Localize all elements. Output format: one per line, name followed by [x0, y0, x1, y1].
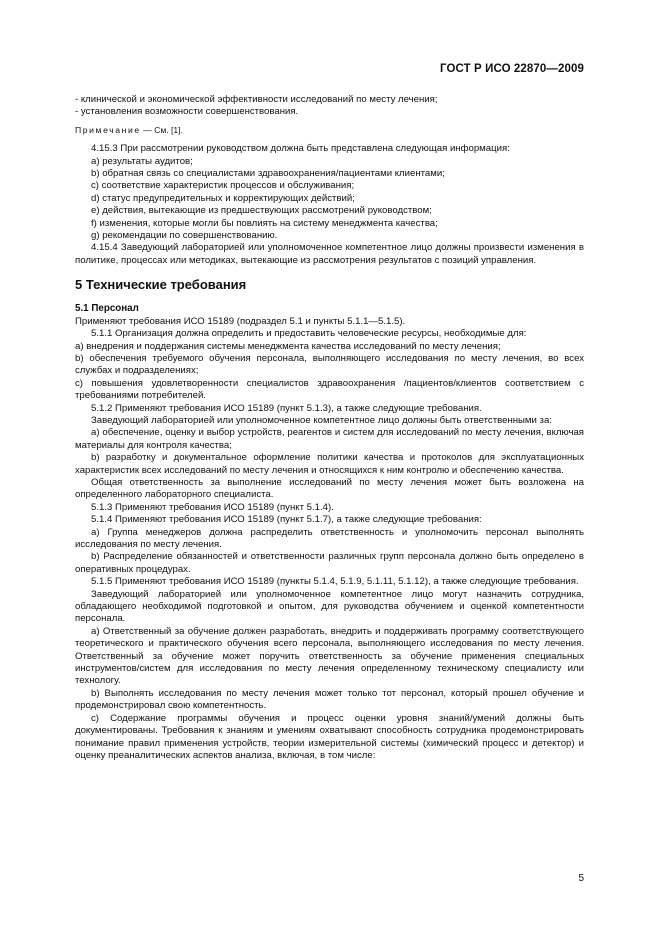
- paragraph: Заведующий лабораторией или уполномоченное компетентное лицо должны быть ответственными за:: [91, 414, 552, 426]
- paragraph: b) Выполнять исследования по месту лечения может только тот персонал, который прошел обучение и продемонстрировал свою компетентность.: [75, 687, 584, 712]
- paragraph: Общая ответственность за выполнение исследований по месту лечения может быть возложена на определенного лабораторного специалиста.: [75, 476, 584, 501]
- clause-4-15-3-item: b) обратная связь со специалистами здравоохранения/пациентами клиентами;: [91, 168, 445, 180]
- paragraph: Заведующий лабораторией или уполномоченное компетентное лицо могут назначить сотрудника, обладающего необходимой подготовкой и опытом, для руководства обучением и оценкой компетентности персонала.: [75, 588, 584, 625]
- clause-4-15-3-item: e) действия, вытекающие из предшествующих рассмотрений руководством;: [91, 205, 432, 217]
- paragraph: а) Ответственный за обучение должен разработать, внедрить и поддерживать программу соответствующего теоретического и практического обучения всего персонала, выполняющего исследования по месту лечения. Ответственный за обучение может поручить ответственность за обучение применения специальных инструментов/систем для исследования по месту лечения определенному техническому специалисту или технологу.: [75, 625, 584, 687]
- note-text: — См. [1].: [140, 124, 183, 135]
- note-label: Примечание: [75, 124, 141, 135]
- paragraph: Применяют требования ИСО 15189 (подраздел 5.1 и пункты 5.1.1—5.1.5).: [75, 315, 406, 327]
- document-body: [75, 94, 584, 762]
- clause-4-15-4: 4.15.4 Заведующий лабораторией или уполномоченное компетентное лицо должны произвести изменения в политике, процессах или методиках, вытекающие из рассмотрения результатов с позиций управления.: [75, 242, 584, 266]
- paragraph: 5.1.2 Применяют требования ИСО 15189 (пункт 5.1.3), а также следующие требования.: [91, 402, 482, 414]
- paragraph: 5.1.1 Организация должна определить и предоставить человеческие ресурсы, необходимые для:: [91, 328, 527, 340]
- clause-4-15-3-item: d) статус предупредительных и корректирующих действий;: [91, 192, 355, 204]
- paragraph: c) повышения удовлетворенности специалистов здравоохранения /пациентов/клиентов соответствием с требованиями потребителей.: [75, 377, 584, 402]
- paragraph: a) обеспечение, оценку и выбор устройств, реагентов и систем для исследований по месту лечения, включая материалы для контроля качества;: [75, 427, 584, 451]
- clause-4-15-3-list: [75, 156, 584, 243]
- note: [75, 124, 584, 136]
- paragraph: 5.1.3 Применяют требования ИСО 15189 (пункт 5.1.4).: [91, 501, 334, 513]
- section-5-title: 5 Технические требования: [75, 277, 247, 293]
- paragraph: a) Группа менеджеров должна распределить ответственность и уполномочить персонал выполнять исследования по месту лечения.: [75, 526, 584, 550]
- top-list-item: - клинической и экономической эффективности исследований по месту лечения;: [75, 94, 438, 105]
- subsection-5-1-body: [75, 316, 584, 763]
- paragraph: 5.1.4 Применяют требования ИСО 15189 (пункт 5.1.7), а также следующие требования:: [91, 514, 482, 526]
- subsection-5-1-title: 5.1 Персонал: [75, 303, 139, 315]
- paragraph: b) разработку и документальное оформление политики качества и протоколов для эксплуатационных характеристик всех исследований по месту лечения и относящихся к ним контролю и обеспечению качества.: [75, 452, 584, 476]
- paragraph: 5.1.5 Применяют требования ИСО 15189 (пункты 5.1.4, 5.1.9, 5.1.11, 5.1.12), а также следующие требования.: [91, 576, 579, 588]
- clause-4-15-3-intro: 4.15.3 При рассмотрении руководством должна быть представлена следующая информация:: [91, 143, 510, 155]
- clause-4-15-3-item: f) изменения, которые могли бы повлиять на систему менеджмента качества;: [91, 217, 438, 229]
- paragraph: b) Распределение обязанностей и ответственности различных групп персонала должно быть определено в оперативных процедурах.: [75, 551, 584, 575]
- document-header: ГОСТ Р ИСО 22870—2009: [439, 63, 584, 75]
- paragraph: а) внедрения и поддержания системы менеджмента качества исследований по месту лечения;: [75, 340, 501, 352]
- page-number: 5: [578, 873, 584, 884]
- top-list-item: - установления возможности совершенствования.: [75, 106, 299, 118]
- clause-4-15-3-item: c) соответствие характеристик процессов и обслуживания;: [91, 180, 355, 192]
- clause-4-15-3-item: g) рекомендации по совершенствованию.: [91, 230, 278, 242]
- paragraph: c) Содержание программы обучения и процесс оценки уровня знаний/умений должны быть документированы. Требования к знаниям и умениям охватывают способность сотрудника продемонстрировать понимание правил применения устройств, теории измерительной системы (химический процесс и детектор) и оценку преаналитических аспектов анализа, включая, в том числе:: [75, 712, 584, 761]
- paragraph: b) обеспечения требуемого обучения персонала, выполняющего исследования по месту лечения, во всех службах и подразделениях;: [75, 352, 584, 377]
- clause-4-15-3-item: a) результаты аудитов;: [91, 155, 193, 167]
